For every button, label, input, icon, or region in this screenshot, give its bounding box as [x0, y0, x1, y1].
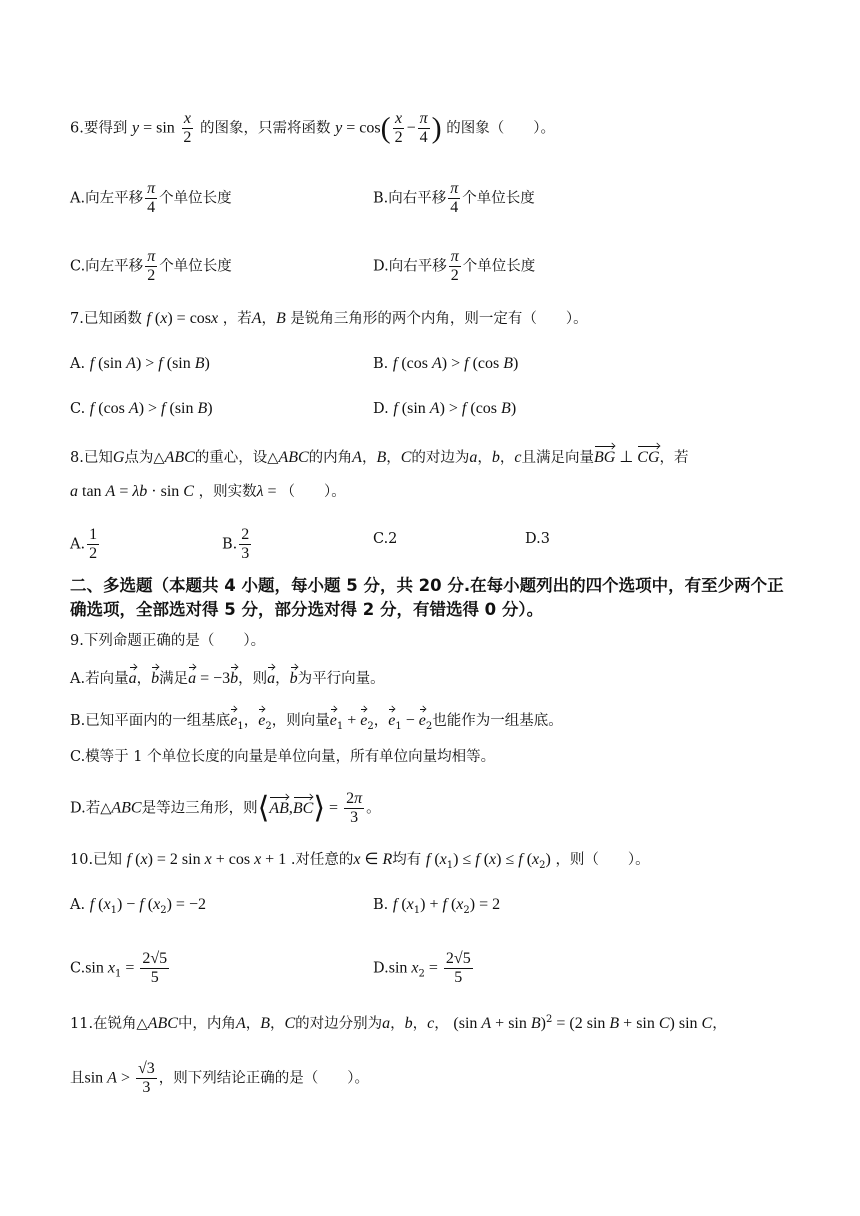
q10-option-d[interactable]: D.sin $x_2$ = $\frac{2√5}{5}$	[373, 950, 471, 986]
q7-option-a[interactable]: A. f (sin A) > f (sin B)	[70, 355, 210, 372]
q6-option-b[interactable]: B.向右平移 $\frac{\pi}{4}$ 个单位长度	[373, 180, 535, 216]
q8-stem: 8.已知G点为△ABC的重心，设△ABC的内角A，B，C的对边为a，b，c且满足向量BG ⊥ CG，若	[70, 449, 689, 466]
q8-option-c[interactable]: C.2	[373, 531, 398, 547]
q6-option-c[interactable]: C.向左平移 $\frac{\pi}{2}$ 个单位长度	[70, 248, 232, 284]
q11-stem-line2: 且sin A > $\frac{√3}{3}$ ，则下列结论正确的是（ ）。	[70, 1060, 370, 1096]
q9-option-a[interactable]: A.若向量a，b满足a = −3b，则a，b为平行向量。	[70, 670, 385, 687]
q10-option-c[interactable]: C.sin $x_1$ = $\frac{2√5}{5}$	[70, 950, 168, 986]
section-title: 二、多选题（本题共 4 小题，每小题 5 分，共 20 分.在每小题列出的四个选项中，有至少两个正确选项，全部选对得 5 分，部分选对得 2 分，有错选得 0 分）。	[70, 576, 784, 619]
q7-stem: 7.已知函数 f (x) = cosx ，若A，B 是锐角三角形的两个内角，则一定有（ ）。	[70, 310, 588, 327]
q7-option-b[interactable]: B. f (cos A) > f (cos B)	[373, 355, 519, 372]
q8-option-b[interactable]: B. $\frac{2}{3}$	[222, 526, 250, 562]
q9-option-b[interactable]: B.已知平面内的一组基底$e_1$，$e_2$，则向量$e_1 + e_2$，$e_1 - e_2$也能作为一组基底。	[70, 712, 563, 732]
q6-option-a[interactable]: A.向左平移 $\frac{\pi}{4}$ 个单位长度	[70, 180, 232, 216]
q7-option-d[interactable]: D. f (sin A) > f (cos B)	[373, 400, 517, 417]
q11-stem: 11.在锐角△ABC中，内角A，B，C的对边分别为a，b，c， (sin A + sin B)$^2$ = (2 sin B + sin C) sin C，	[70, 1014, 727, 1032]
q7-option-c[interactable]: C. f (cos A) > f (sin B)	[70, 400, 213, 417]
q10-stem: 10.已知 f (x) = 2 sin x + cos x + 1 .对任意的x ∈ R均有 f $(x_1) \le f$ (x) ≤ f $(x_2)$ ，则（ ）。	[70, 851, 650, 871]
q8-stem-line2: a tan A = λb · sin C ，则实数λ = （ ）。	[70, 483, 346, 500]
q9-stem: 9.下列命题正确的是（ ）。	[70, 633, 266, 649]
q6-option-d[interactable]: D.向右平移 $\frac{\pi}{2}$ 个单位长度	[373, 248, 536, 284]
q8-option-d[interactable]: D.3	[525, 531, 550, 547]
q6-stem: 6.要得到 y = sin $\frac{x}{2}$ 的图象，只需将函数 y = cos( $\frac{x}{2}$ − $\frac{\pi}{4}$ ) 的图象（ ）。	[70, 110, 555, 146]
q9-option-d[interactable]: D.若△ABC是等边三角形，则⟨AB,BC⟩ = $\frac{2\pi}{3}$ 。	[70, 790, 381, 826]
q10-option-a[interactable]: A. f $(x_1) - f$ $(x_2) = -2$	[70, 896, 206, 916]
q10-option-b[interactable]: B. f $(x_1) + f$ $(x_2) = 2$	[373, 896, 501, 916]
q8-option-a[interactable]: A. $\frac{1}{2}$	[70, 526, 98, 562]
fraction: $\frac{x}{2}$	[183, 110, 192, 146]
q9-option-c[interactable]: C.模等于 1 个单位长度的向量是单位向量，所有单位向量均相等。	[70, 749, 496, 765]
